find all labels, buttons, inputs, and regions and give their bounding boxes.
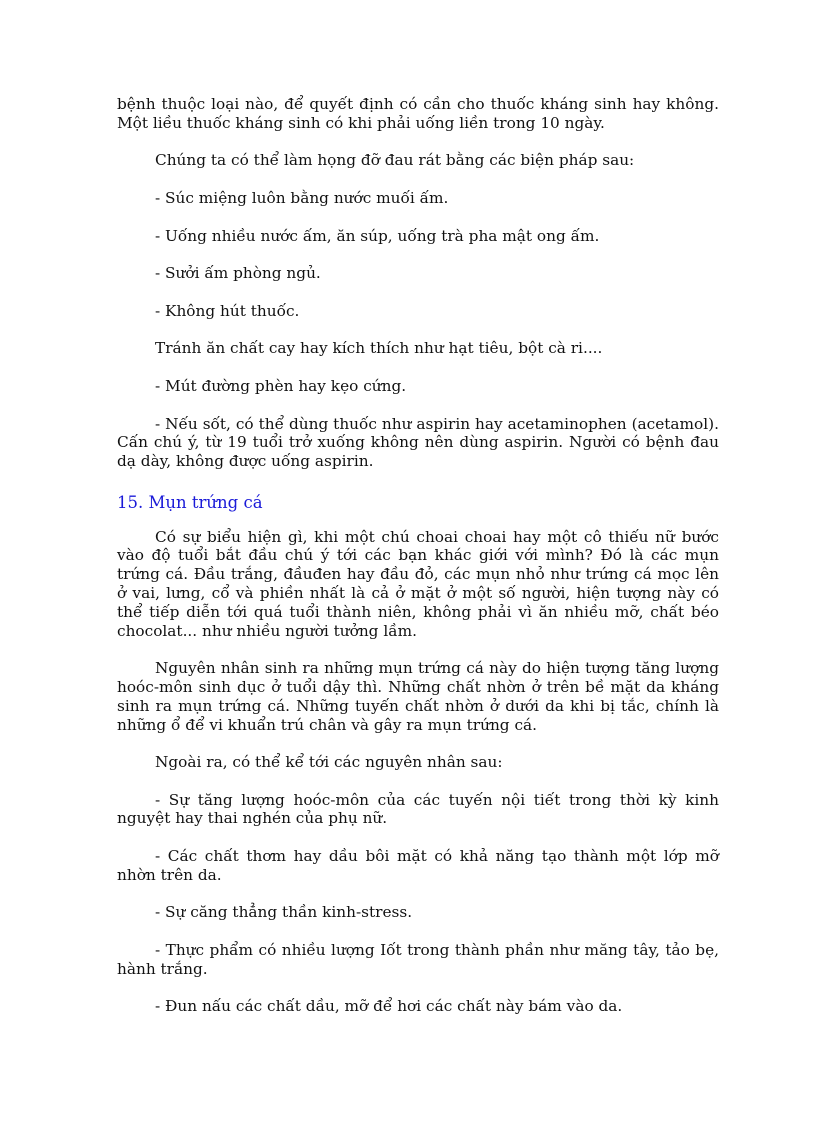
paragraph-throat-remedies-intro: Chúng ta có thể làm họng đỡ đau rát bằng các biện pháp sau: [155,151,635,170]
paragraph-acne-causes: Nguyên nhân sinh ra những mụn trứng cá này do hiện tượng tăng lượng hoóc-môn sinh dục ở tuổi dậy thì. Những chất nhờn ở trên bề mặt da kháng sinh ra mụn trứng cá. Những tuyến chất nhờn ở dưới da khi bị tắc, chính là những ổ để vi khuẩn trú chân và gây ra mụn trứng cá. [117,659,719,734]
list-item-candy: - Mút đường phèn hay kẹo cứng. [155,376,407,395]
list-item-warm-drinks: - Uống nhiều nước ấm, ăn súp, uống trà pha mật ong ấm. [155,226,600,245]
list-item-warm-room: - Sưởi ấm phòng ngủ. [155,264,321,283]
section-heading: 15. Mụn trứng cá [117,492,263,512]
list-item-no-smoking: - Không hút thuốc. [155,301,300,320]
list-item-cooking-oil: - Đun nấu các chất dầu, mỡ để hơi các chất này bám vào da. [155,997,623,1016]
list-item-salt-water: - Súc miệng luôn bằng nước muối ấm. [155,188,449,207]
list-item-fever-aspirin: - Nếu sốt, có thể dùng thuốc như aspirin hay acetaminophen (acetamol). Cấn chú ý, từ 19 tuổi trở xuống không nên dùng aspirin. Người có bệnh đau dạ dày, không được uống aspirin. [117,414,719,471]
paragraph-antibiotics: bệnh thuộc loại nào, để quyết định có cần cho thuốc kháng sinh hay không. Một liều thuốc kháng sinh có khi phải uống liền trong 10 ngày. [117,95,719,132]
document-page [117,95,719,1035]
paragraph-other-causes-intro: Ngoài ra, có thể kể tới các nguyên nhân sau: [155,753,503,772]
list-item-avoid-spicy: Tránh ăn chất cay hay kích thích như hạt tiêu, bột cà ri.... [155,339,603,358]
list-item-hormones: - Sự tăng lượng hoóc-môn của các tuyến nội tiết trong thời kỳ kinh nguyệt hay thai nghén của phụ nữ. [117,790,719,828]
list-item-iodine-foods: - Thực phẩm có nhiều lượng Iốt trong thành phần như măng tây, tảo bẹ, hành trắng. [117,941,719,978]
list-item-stress: - Sự căng thẳng thần kinh-stress. [155,903,413,922]
paragraph-acne-intro: Có sự biểu hiện gì, khi một chú choai choai hay một cô thiếu nữ bước vào độ tuổi bắt đầu chú ý tới các bạn khác giới với mình? Đó là các mụn trứng cá. Đầu trắng, đầuđen hay đầu đỏ, các mụn nhỏ như trứng cá mọc lên ở vai, lưng, cổ và phiền nhất là cả ở mặt ở một số người, hiện tượng này có thể tiếp diễn tới quá tuổi thành niên, không phải vì ăn nhiều mỡ, chất béo chocolat... như nhiều người tưởng lầm. [117,527,719,640]
list-item-cosmetics: - Các chất thơm hay dầu bôi mặt có khả năng tạo thành một lớp mỡ nhờn trên da. [117,847,719,884]
